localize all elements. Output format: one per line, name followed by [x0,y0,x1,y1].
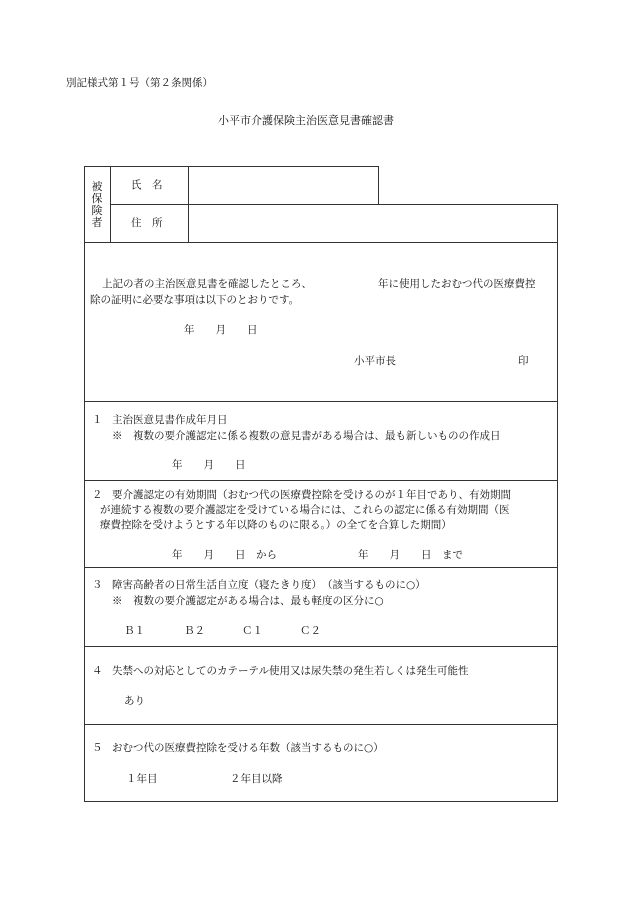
s5-number: ５ [92,742,103,754]
s2-from: 年 月 日 から [172,549,277,561]
statement-line1-a: 上記の者の主治医意見書を確認したところ、 [102,278,312,290]
s4-answer[interactable]: あり [124,695,145,707]
s3-option-c2[interactable]: Ｃ２ [300,625,321,637]
statement-line1-b: 年に使用したおむつ代の医療費控 [378,278,536,290]
insured-side-label: 被保険者 [91,180,103,229]
page-title: 小平市介護保険主治医意見書確認書 [218,114,394,127]
s5-heading: おむつ代の医療費控除を受ける年数（該当するものに○） [112,742,384,754]
address-label: 住 所 [131,217,163,229]
s2-line1: 要介護認定の有効期間（おむつ代の医療費控除を受けるのが１年目であり、有効期間 [112,489,511,501]
s2-to: 年 月 日 まで [358,549,463,561]
s1-number: １ [92,414,103,426]
s2-number: ２ [92,489,103,501]
s3-number: ３ [92,579,103,591]
s3-option-b1[interactable]: Ｂ１ [124,625,145,637]
s1-note: ※ 複数の要介護認定に係る複数の意見書がある場合は、最も新しいものの作成日 [112,430,501,442]
s4-heading: 失禁への対応としてのカテーテル使用又は尿失禁の発生若しくは発生可能性 [112,665,469,677]
s3-option-b2[interactable]: Ｂ２ [184,625,205,637]
form-reference: 別記様式第１号（第２条関係） [66,77,213,89]
s4-number: ４ [92,665,103,677]
s1-date: 年 月 日 [172,459,246,471]
statement-date: 年 月 日 [184,324,258,336]
s2-line3: 療費控除を受けようとする年以降のものに限る。）の全てを合算した期間） [100,519,452,531]
s3-note: ※ 複数の要介護認定がある場合は、最も軽度の区分に○ [112,595,384,607]
s3-option-c1[interactable]: Ｃ１ [242,625,263,637]
statement-line2: 除の証明に必要な事項は以下のとおりです。 [90,294,300,306]
seal-mark: 印 [518,355,529,367]
s5-option-second-year-later[interactable]: ２年目以降 [230,773,283,785]
name-label: 氏 名 [131,179,163,191]
s2-line2: が連続する複数の要介護認定を受けている場合には、これらの認定に係る有効期間（医 [100,504,510,516]
s5-option-first-year[interactable]: １年目 [126,773,158,785]
s1-heading: 主治医意見書作成年月日 [112,414,228,426]
s3-heading: 障害高齢者の日常生活自立度（寝たきり度） （該当するものに○） [112,579,426,591]
mayor-label: 小平市長 [354,355,396,367]
